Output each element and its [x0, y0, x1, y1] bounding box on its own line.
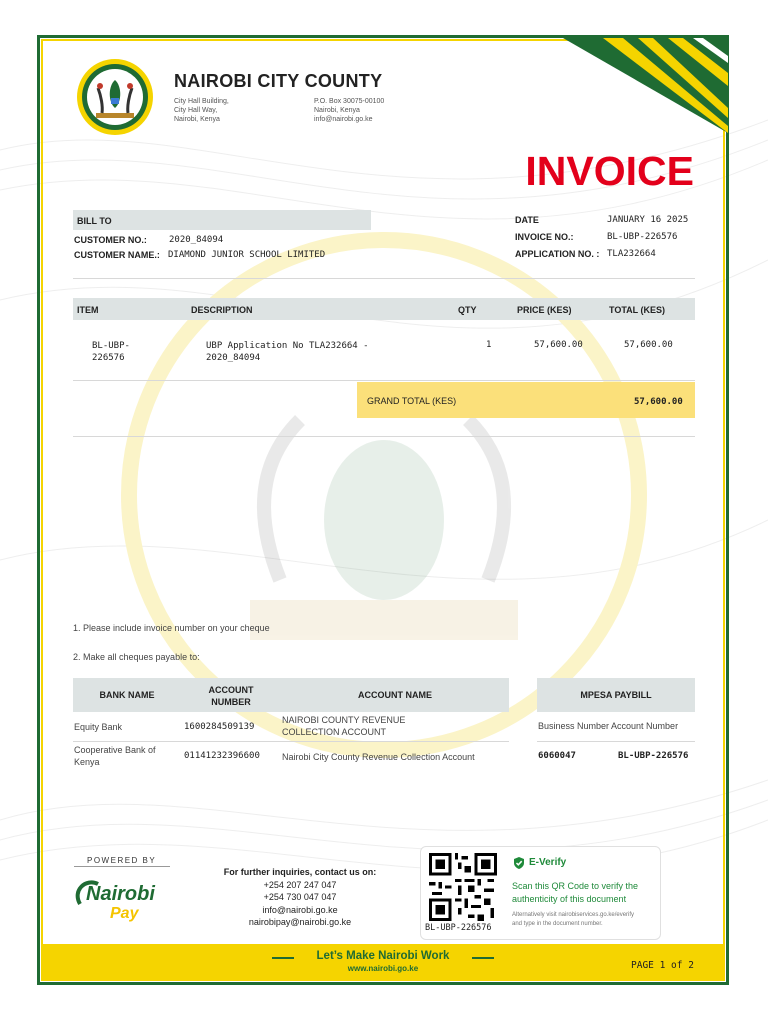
divider	[73, 278, 695, 279]
items-table-header	[73, 298, 695, 320]
qr-code[interactable]	[428, 853, 498, 921]
everify-title: E-Verify	[529, 857, 567, 868]
application-no-value: TLA232664	[607, 249, 656, 259]
org-contact: P.O. Box 30075-00100 Nairobi, Kenya info@nairobi.go.ke	[314, 98, 385, 123]
powered-by-label: POWERED BY	[87, 856, 157, 865]
contact-block: For further inquiries, contact us on: +254 207 247 047 +254 730 047 047 info@nairobi.go.ke nairobipay@nairobi.go.ke	[200, 866, 400, 929]
corner-decoration	[563, 38, 728, 133]
county-seal-logo	[76, 58, 154, 136]
invoice-no-value: BL-UBP-226576	[607, 232, 678, 242]
divider	[73, 741, 509, 742]
page-number: PAGE 1 of 2	[631, 960, 694, 971]
bill-to-heading: BILL TO	[73, 210, 371, 230]
customer-name-label: CUSTOMER NAME.:	[74, 250, 160, 260]
mpesa-heading: MPESA PAYBILL	[580, 690, 652, 700]
bank-row-2-number: 01141232396600	[184, 751, 260, 761]
col-price: PRICE (KES)	[517, 305, 572, 315]
everify-text: Scan this QR Code to verify the authenticity of this document	[512, 881, 639, 904]
note-1: 1. Please include invoice number on your cheque	[73, 623, 270, 633]
brand-line2: Pay	[110, 905, 139, 922]
contact-email: info@nairobi.go.ke	[262, 904, 338, 915]
item-total: 57,600.00	[624, 340, 673, 350]
bank-row-1-number: 1600284509139	[184, 722, 255, 732]
col-account-name: ACCOUNT NAME	[358, 690, 432, 700]
bank-row-2-name: Cooperative Bank of Kenya	[74, 745, 156, 767]
bank-row-1-account-name: NAIROBI COUNTY REVENUE COLLECTION ACCOUNT	[282, 715, 406, 737]
qr-caption: BL-UBP-226576	[425, 923, 492, 933]
date-label: DATE	[515, 215, 539, 225]
bank-row-1-name: Equity Bank	[74, 722, 123, 732]
shield-check-icon	[512, 856, 526, 870]
org-address: City Hall Building, City Hall Way, Nairobi, Kenya	[174, 98, 229, 123]
col-total: TOTAL (KES)	[609, 305, 665, 315]
item-code: BL-UBP- 226576	[92, 341, 130, 363]
item-description: UBP Application No TLA232664 - 2020_84094	[206, 341, 369, 363]
note-2: 2. Make all cheques payable to:	[73, 652, 200, 662]
col-qty: QTY	[458, 305, 477, 315]
mpesa-subheading: Business Number Account Number	[538, 721, 679, 731]
item-qty: 1	[486, 340, 492, 350]
slogan-text: Let’s Make Nairobi Work	[316, 950, 450, 962]
contact-phone-1: +254 207 247 047	[263, 879, 337, 890]
slogan	[272, 950, 494, 964]
divider	[74, 866, 170, 867]
grand-total-label: GRAND TOTAL (KES)	[367, 396, 457, 406]
divider	[537, 741, 695, 742]
contact-email-pay: nairobipay@nairobi.go.ke	[248, 917, 352, 927]
divider	[73, 380, 695, 381]
everify-small-text: Alternatively visit nairobiservices.go.ke/everify and type in the document number.	[512, 912, 635, 927]
divider	[73, 436, 695, 437]
col-description: DESCRIPTION	[191, 305, 253, 315]
customer-name-value: DIAMOND JUNIOR SCHOOL LIMITED	[168, 250, 326, 260]
customer-no-label: CUSTOMER NO.:	[74, 235, 147, 245]
col-account-number: ACCOUNT NUMBER	[208, 685, 254, 707]
col-item: ITEM	[77, 305, 99, 315]
date-value: JANUARY 16 2025	[607, 215, 689, 225]
invoice-no-label: INVOICE NO.:	[515, 232, 574, 242]
brand-line1: Nairobi	[86, 883, 155, 905]
application-no-label: APPLICATION NO. :	[515, 249, 600, 259]
invoice-title: INVOICE	[525, 148, 694, 194]
mpesa-account-number: BL-UBP-226576	[618, 751, 689, 761]
customer-no-value: 2020_84094	[169, 235, 224, 245]
bank-row-2-account-name: Nairobi City County Revenue Collection Account	[282, 752, 475, 762]
contact-phone-2: +254 730 047 047	[263, 892, 337, 902]
grand-total-value: 57,600.00	[634, 397, 683, 407]
website-link[interactable]: www.nairobi.go.ke	[347, 964, 419, 973]
item-price: 57,600.00	[534, 340, 583, 350]
org-name: NAIROBI CITY COUNTY	[174, 71, 383, 91]
col-bank-name: BANK NAME	[99, 690, 155, 700]
nairobi-pay-logo	[72, 874, 182, 922]
mpesa-business-number: 6060047	[538, 751, 576, 761]
